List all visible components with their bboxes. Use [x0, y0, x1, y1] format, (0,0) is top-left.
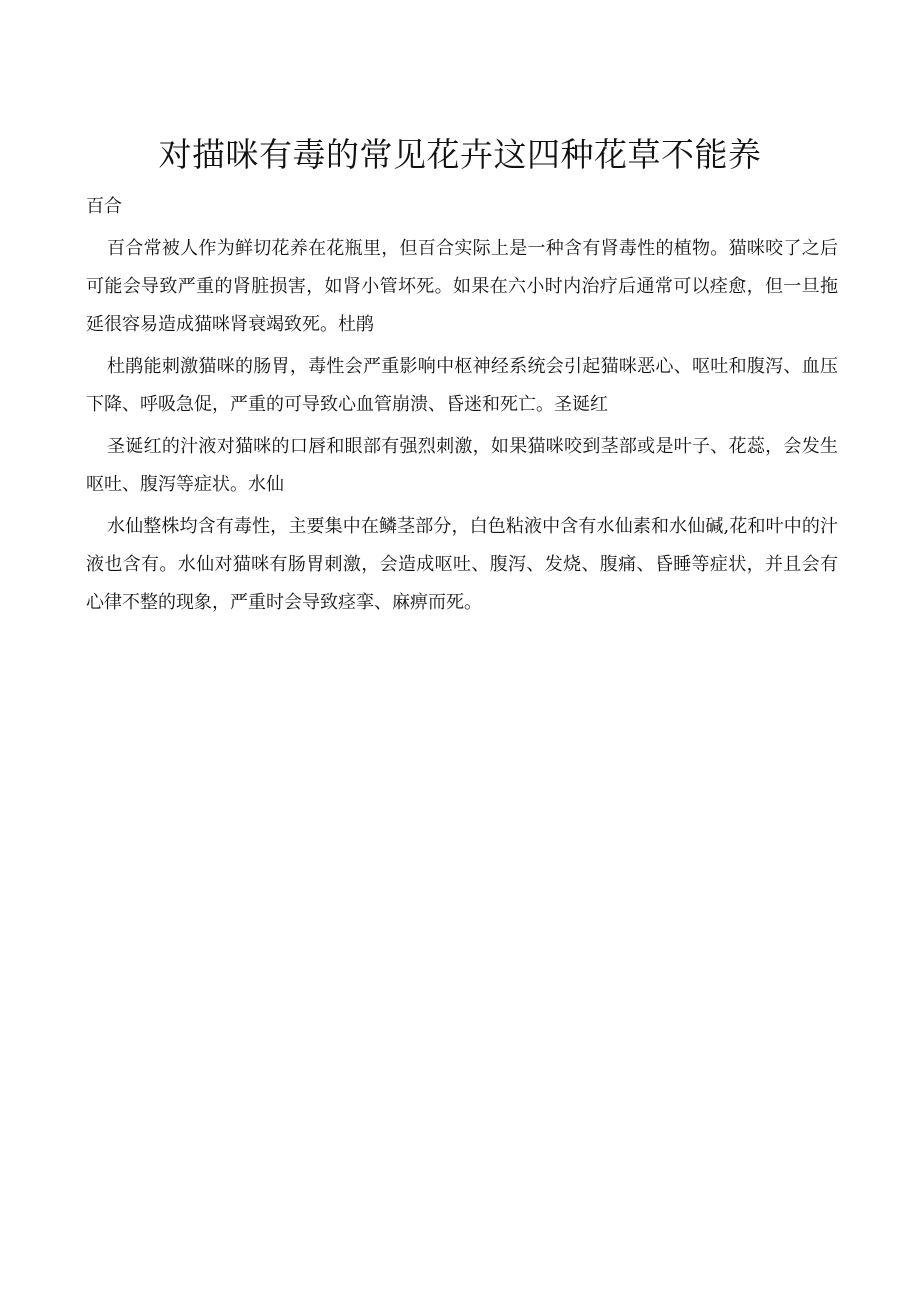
- document-body: [86, 188, 838, 626]
- section-heading-lily: 百合: [86, 196, 122, 217]
- paragraph-text: 水仙整株均含有毒性，主要集中在鳞茎部分，白色粘液中含有水仙素和水仙碱,花和叶中的汁液也含有。水仙对猫咪有肠胃刺激，会造成呕吐、腹泻、发烧、腹痛、昏睡等症状，并且会有心律不整的现象，严重时会导致痉挛、麻痹而死。: [86, 516, 838, 613]
- paragraph-lily: [86, 230, 838, 344]
- section-heading-poinsettia: 圣诞红: [554, 394, 608, 415]
- paragraph-text: 圣诞红的汁液对猫咪的口唇和眼部有强烈刺激，如果猫咪咬到茎部或是叶子、花蕊，会发生呕吐、腹泻等症状。: [86, 436, 838, 495]
- paragraph-narcissus: [86, 508, 838, 622]
- paragraph-azalea: [86, 348, 838, 424]
- section-heading-azalea: 杜鹃: [338, 314, 374, 335]
- paragraph-text: 百合常被人作为鲜切花养在花瓶里，但百合实际上是一种含有肾毒性的植物。猫咪咬了之后可能会导致严重的肾脏损害，如肾小管坏死。如果在六小时内治疗后通常可以痊愈，但一旦拖延很容易造成猫咪肾衰竭致死。: [86, 238, 838, 335]
- page-title: 对描咪有毒的常见花卉这四种花草不能养: [158, 135, 762, 174]
- paragraph-poinsettia: [86, 428, 838, 504]
- section-heading-narcissus: 水仙: [248, 474, 284, 495]
- paragraph-text: 杜鹃能刺激猫咪的肠胃，毒性会严重影响中枢神经系统会引起猫咪恶心、呕吐和腹泻、血压下降、呼吸急促，严重的可导致心血管崩溃、昏迷和死亡。: [86, 356, 838, 415]
